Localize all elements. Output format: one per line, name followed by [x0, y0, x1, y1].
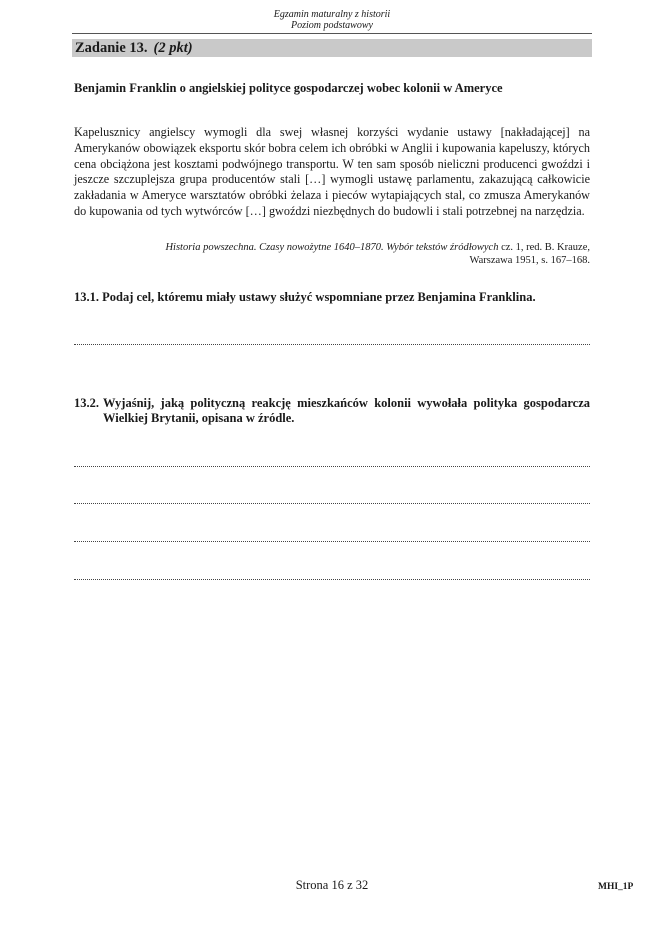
task-points: (2 pkt) — [153, 40, 193, 56]
task-title: Zadanie 13. — [75, 40, 148, 56]
exam-code: MHI_1P — [598, 882, 634, 892]
question-text: Wyjaśnij, jaką polityczną reakcję mieszkańców kolonii wywołała polityka gospodarcza Wielkiej Brytanii, opisana w źródle. — [103, 396, 590, 425]
page-header — [0, 9, 664, 31]
question-number: 13.2. — [74, 396, 99, 410]
exam-name: Egzamin maturalny z historii — [273, 9, 391, 20]
question-13-2 — [74, 396, 590, 426]
task-heading — [72, 39, 592, 57]
citation-title: Historia powszechna. Czasy nowożytne 1640–1870. Wybór tekstów źródłowych — [165, 242, 499, 253]
answer-line-13-2-b[interactable] — [74, 503, 590, 504]
question-13-1: 13.1. Podaj cel, któremu miały ustawy służyć wspomniane przez Benjamina Franklina. — [74, 290, 536, 304]
citation-details: cz. 1, red. B. Krauze, — [498, 242, 590, 253]
answer-line-13-2-d[interactable] — [74, 579, 590, 580]
source-text: Kapelusznicy angielscy wymogli dla swej własnej korzyści wydanie ustawy [nakładającej] na Amerykanów obowiązek eksportu skór bobra celem ich obróbki w Anglii i kupowania kapeluszy, których cena obciążona jest kosztami podwójnego transportu. W ten sam sposób nieliczni producenci gwoździ i jeszcze szczuplejsza grupa producentów stali […] wymogli ustawę parlamentu, zakazującą całkowicie zakładania w Ameryce warsztatów obróbki żelaza i pieców wytapiających stal, co zmusza Amerykanów do kupowania od tych wytwórców […] gwoździ niezbędnych do budowli i stali potrzebnej na narzędzia. — [74, 125, 590, 218]
source-citation — [74, 241, 590, 267]
source-title: Benjamin Franklin o angielskiej polityce gospodarczej wobec kolonii w Ameryce — [74, 81, 503, 95]
citation-publication: Warszawa 1951, s. 167–168. — [469, 255, 590, 266]
page-number: Strona 16 z 32 — [295, 878, 369, 892]
answer-line-13-1[interactable] — [74, 344, 590, 345]
exam-level: Poziom podstawowy — [291, 20, 373, 31]
answer-line-13-2-c[interactable] — [74, 541, 590, 542]
header-divider — [72, 33, 592, 34]
answer-line-13-2-a[interactable] — [74, 466, 590, 467]
